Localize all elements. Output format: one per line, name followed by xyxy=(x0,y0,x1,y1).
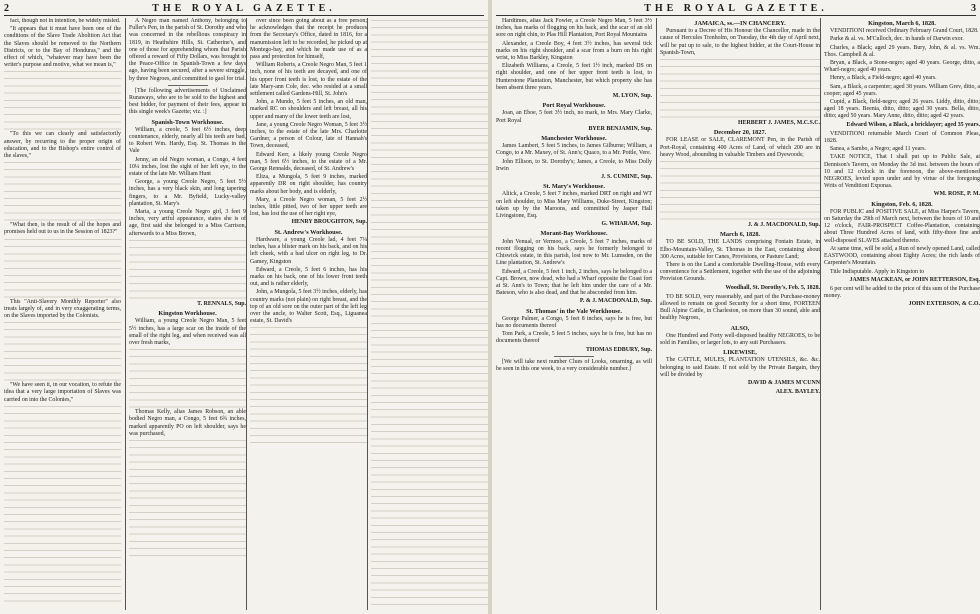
advertiser-signature: JAMES MACKEAN, or JOHN RETTERSON, Esq. xyxy=(849,276,980,283)
article-text-block xyxy=(129,349,246,409)
advertisement-text: There is on the Land a comfortable Dwelling-House, with every convenience for a Settlement, together with the use of the adjoining Provision Grounds. xyxy=(660,262,820,283)
right-column-1 xyxy=(496,18,652,610)
left-column-2 xyxy=(125,18,246,610)
superintendent-signature: THOMAS EDBURY, Sup. xyxy=(585,346,652,353)
runaway-entry: John Venual, or Vermoo, a Creole, 5 feet 7 inches, marks of recent flogging on his back, says he formerly belonged to Chiswick estate, in this parish, lost now to Mr. Lumsden, on the Line plantation, St. Andrew's xyxy=(496,238,652,267)
right-column-3 xyxy=(820,18,980,610)
article-text-block xyxy=(4,162,121,222)
runaway-entry: Mary, a Creole Negro woman, 5 feet 2½ inches, little pitted, two of her upper teeth are lost, has lost the use of her right eye, xyxy=(250,196,367,218)
article-text-block xyxy=(129,440,246,560)
advertisement-text-block xyxy=(660,59,820,119)
advertisement-text: FOR LEASE or SALE, CLAREMONT Pen, in the Parish of Port-Royal, containing 400 Acres of Land, of which 200 are in heavy Wood, abounding in valuable Timbers and Dyewoods; xyxy=(660,137,820,158)
right-page-number: 3 xyxy=(971,3,976,14)
legal-notice: Sanea, a Sambo, a Negro; aged 11 years. xyxy=(830,146,926,153)
workhouse-heading: St. Thomas' in the Vale Workhouse. xyxy=(526,307,622,315)
article-text-block xyxy=(129,240,246,300)
advertisement-text-block xyxy=(660,161,820,221)
right-columns xyxy=(496,18,980,610)
advertisement-text: 6 per cent will be added to the price of this sum of the Purchase money. xyxy=(824,285,980,300)
dateline: Kingston, Feb. 6, 1828. xyxy=(871,200,933,208)
article-text-block xyxy=(4,71,121,131)
advertisement-text: Pursuant to a Decree of His Honour the Chancellor, made in the cause of Hercules Trenholm, on Tuesday, the 4th day of April next, will be put up to sale, to the highest bidder, at the Court-House in Spanish-Town, xyxy=(660,28,820,56)
legal-notice: VENDITIONI received Ordinary February Grand Court, 1828. xyxy=(830,28,979,35)
list-item: Sam, a Black, a carpenter; aged 38 years. William Grev, ditto, a cooper; aged 45 years. xyxy=(824,83,980,97)
workhouse-heading: Kingston Workhouse. xyxy=(158,310,217,318)
legal-notice: VENDITIONI returnable March Court of Common Pleas, 1828. xyxy=(824,130,980,145)
right-running-title: THE ROYAL GAZETTE. xyxy=(644,3,828,14)
runaway-entry: James Lambert, 5 feet 5 inches, to James Gilburne; William, a Congo, to a Mr. Maxey, of St. Ann's; Quaco, to a Mr. Pottle, Vere. xyxy=(496,143,652,157)
article-text-block xyxy=(250,327,367,447)
runaway-entry: Eliza, a Mungola, 5 feet 9 inches, marked apparently DR on right shoulder, has country marks about her body, and is elderly, xyxy=(250,174,367,195)
notice-heading: [The following advertisements of Unclaimed Runaways, who are to be sold to the highest and best bidder, for payment of their fees, appear in this single week's Gazette; viz. :] xyxy=(129,87,246,116)
article-text: "To this we can clearly and satisfactorily answer, by recurring to the proper origin of education, and to the Bishop's entire control of the slaves," xyxy=(4,131,121,160)
dateline: March 6, 1828. xyxy=(719,231,761,239)
dateline: Kingston, March 6, 1828. xyxy=(868,20,936,27)
advertiser-signature: J. & J. MACDONALD, Sup. xyxy=(747,222,820,229)
article-text-block xyxy=(371,20,488,220)
left-running-title: THE ROYAL GAZETTE. xyxy=(152,3,336,14)
right-column-2 xyxy=(656,18,820,610)
advertisement-text: The CATTLE, MULES, PLANTATION UTENSILS, &c. &c. belonging to said Estate. If not sold by the Private Bargain, they will be divided by xyxy=(660,357,820,378)
runaway-entry: Maria, a young Creole Negro girl, 3 feet 9 inches, very artful appearance, states she is of age, first said she belonged to a Miss Carrison, afterwards to a Miss Brown, xyxy=(129,209,246,237)
divider xyxy=(168,85,208,86)
runaway-entry: William Roberts, a Creole Negro Man, 5 feet 1 inch, none of his teeth are decayed, and one of his upper front teeth is lost, to the estate of the late Mary-ann Cole, dec. who resided at a small settlement called Gardens-Hill, St. John's xyxy=(250,62,367,98)
runaway-entry: George Palmer, a Congo, 5 feet 8 inches, says he is free, but has no documents thereof xyxy=(496,315,652,329)
right-page-header xyxy=(496,3,976,16)
runaway-entry: Joan, an Eboe, 5 feet 3½ inch, no mark, to Mrs. Mary Clarke, Port Royal xyxy=(496,110,652,124)
workhouse-heading: St. Andrew's Workhouse. xyxy=(274,228,343,236)
advertisement-text: TO BE SOLD, THE LANDS comprising Fontain Estate, in Elbo-Mountain-Valley, St. Thomas in the East, containing about 300 Acres, suitable for Canes, Provisions, or Pasture Land; xyxy=(660,239,820,260)
legal-notice: TAKE NOTICE, That I shall put up to Public Sale, at Dennison's Tavern, on Monday the 3d inst. between the hours of 10 and 12 o'clock in the forenoon, the above-mentioned NEGROES, levied upon under and by virtue of the foregoing Writs of Venditioni Exponas. xyxy=(824,154,980,190)
runaway-entry: Elizabeth Williams, a Creole, 5 feet 1½ inch, marked DS on right shoulder, and one of her upper front teeth is lost, to Hunterstone Plantation, Manchester, but which property she has been absent three years. xyxy=(496,63,652,91)
left-page-header xyxy=(4,3,484,16)
advertiser-signature: ALEX. BAYLEY. xyxy=(775,389,820,396)
article-text-block xyxy=(371,424,488,610)
runaway-entry: John, a Mungola, 5 feet 3½ inches, elderly, has country marks (not plain) on right breast, and the top of an old sore on the outer part of the left leg over the ancle, to Walter Scott, Esq., Liguanea estate, St. David's xyxy=(250,289,367,325)
runaway-entry: Hardware, a young Creole lad, 4 feet 7¼ inches, has a blister mark on his back, and on his left cheek, with a bad ulcer on right leg, to Dr. Gamey, Kingston xyxy=(250,236,367,265)
runaway-entry: Jenny, an old Negro woman, a Congo, 4 feet 10¼ inches, lost the sight of her left eye, to the estate of the late Mr. William Hunt xyxy=(129,156,246,178)
article-text-block xyxy=(4,239,121,299)
list-item: Henry, a Black, a Field-negro; aged 40 years. xyxy=(830,75,937,82)
article-text: fact, though not in intention, be widely misled. xyxy=(10,18,121,24)
runaway-entry: Alexander, a Creole Boy, 4 feet 3½ inches, has several tick marks on his right shoulder, and a scar from a burn on his right wrist, to Miss Barkley, Kingston xyxy=(496,40,652,62)
advertiser-signature: Edward Wilson, a Black, a bricklayer; aged 35 years. xyxy=(846,121,980,128)
legal-notice: Parke & al. vs. M'Culloch, dec. in hands of Darwin exor. xyxy=(830,36,964,43)
workhouse-heading: Morant-Bay Workhouse. xyxy=(540,230,608,238)
article-text: A Negro man named Anthony, belonging to Fuller's Pen, in the parish of St. Dorothy and who was concerned in the rebellious conspiracy in 1819, in Heathshire Hills, St. Catherine's, and one of those for apprehending whom that Parish offered a reward of Fifty Dollars, was brought to the Peace-Office in Spanish-Town a few days ago, having been secured, after a severe struggle, by three Negroes, and committed to gaol for trial. xyxy=(129,18,246,82)
workhouse-heading: St. Mary's Workhouse. xyxy=(543,183,605,191)
superintendent-signature: P. & J. MACDONALD, Sup. xyxy=(579,298,652,305)
article-text: "We have seen it, in our vocation, to refute the idea that a very large importation of Slaves was carried on into the Colonies," xyxy=(4,382,121,403)
advertiser-signature: Woodhall, St. Dorothy's, Feb. 5, 1828. xyxy=(725,284,820,291)
superintendent-signature: J. S. CUMINE, Sup. xyxy=(601,174,652,181)
superintendent-signature: M. LYON, Sup. xyxy=(612,93,652,100)
divider xyxy=(554,356,594,357)
article-text-block xyxy=(4,406,121,606)
article-text-block xyxy=(371,222,488,422)
advertiser-signature: JOHN EXTERSON, & C.O. xyxy=(908,301,980,308)
list-item: Charles, a Black; aged 29 years. Bury, John, & al. vs. Wm. Thos. Campbell & al. xyxy=(824,44,980,58)
list-item: Bryan, a Black, a Stone-negro; aged 40 years. George, ditto, a Wharf-negro; aged 40 years. xyxy=(824,60,980,74)
runaway-entry: John, a Mundo, 5 feet 5 inches, an old man, marked RC on shoulders and left breast, all his upper and many of the lower teeth are lost, xyxy=(250,99,367,120)
advertiser-signature: DAVID & JAMES M'CUNN xyxy=(747,380,820,387)
advertiser-signature: HERBERT J. JAMES, M.C.S.C. xyxy=(738,120,820,127)
advertisement-text: TO BE SOLD, very reasonably, and part of the Purchase-money allowed to remain on good Security for a short time, FORTEEN Bull Alpine Cattle, in Charleston, on more than 30 sound, able and healthy Negroes, xyxy=(660,293,820,322)
workhouse-heading: Port Royal Workhouse. xyxy=(542,102,606,110)
dateline: December 20, 1827. xyxy=(713,129,767,137)
workhouse-heading: Manchester Workhouse. xyxy=(541,135,607,143)
runaway-entry: Jane, a young Creole Negro Woman, 5 feet 3½ inches, to the estate of the late Mrs. Charlotte Gardner, a person of Colour, late of Hannah's Town, deceased, xyxy=(250,121,367,150)
article-text: This "Anti-Slavery Monthly Reporter" also treats largely of, and in very exaggerating terms, on the Slaves imported by the Colonists. xyxy=(4,298,121,320)
advertisement-text: One Hundred and Forty well-disposed healthy NEGROES, to be sold in Families, or larger lots, to any suit Purchasers. xyxy=(660,332,820,347)
article-text: over since been going about as a free person; he acknowledges that the receipt he produces from the Secretary's Office, dated in 1816, for a manumission left to be recorded, he picked up at Montego-bay, and which he made use of as a pass and protection for himself, xyxy=(250,18,367,61)
advertisement-text: Title Indisputable. Apply in Kingston to xyxy=(830,268,925,275)
left-column-1 xyxy=(4,18,121,610)
runaway-entry: Thomas Kelly, alias James Robson, an able bodied Negro man, a Congo, 5 feet 6¾ inches, marked apparently PO on left shoulder, says he was purchased, xyxy=(129,409,246,437)
runaway-entry: John Ellison, to St. Dorothy's; James, a Creole, to Miss Dolly Irwin xyxy=(496,158,652,172)
article-text-block xyxy=(4,322,121,382)
editor-note: [We will take next number Clues of Looks, omarning, as will be seen in this one week, to a very considerable number.] xyxy=(496,358,652,372)
section-heading: JAMAICA, ss.—IN CHANCERY. xyxy=(694,20,786,27)
list-item: Cupid, a Black, field-negro; aged 26 years. Liddy, ditto, ditto; aged 18 years. Beenia, ditto, ditto; aged 30 years. Bella, ditto, ditto; aged 50 years. Mary Anne, ditto, ditto; aged 42 years. xyxy=(824,99,980,120)
runaway-entry: Aliick, a Creole, 5 feet 7 inches, marked DRT on right and WT on left shoulder, to Miss Mary Williams, Duke-Street, Kingston; taken up by the Maroons, and committed by Jasper Hall Livingstone, Esq. xyxy=(496,191,652,220)
left-page xyxy=(0,0,488,614)
article-text: "What then, is the result of all the hopes and promises held out to us in the Session of 1823?" xyxy=(4,222,121,236)
likewise-heading: LIKEWISE, xyxy=(723,349,757,357)
advertisement-text: At same time, will be sold, a Run of newly opened Land, called EASTWOOD, containing about Eighty Acres; the rich lands of Carpenter's Mountain. xyxy=(824,245,980,267)
workhouse-heading: Spanish-Town Workhouse. xyxy=(151,118,224,126)
article-text: "It appears that it must have been one of the conditions of the Slave Trade Abolition Act that the Slaves should be removed to the Northern Districts, or to the Bay of Honduras," and the effect of which, "whatever may have been the writer's purpose and motive, what we mean is," xyxy=(4,26,121,69)
also-heading: ALSO, xyxy=(730,324,750,332)
runaway-entry: Tom Park, a Creole, 5 feet 5 inches, says he is free, but has no documents thereof xyxy=(496,331,652,345)
superintendent-signature: G. WHARAM, Sup. xyxy=(601,221,652,228)
left-column-4 xyxy=(367,18,488,610)
superintendent-signature: BYER BENJAMIN, Sup. xyxy=(588,125,652,132)
advertiser-signature: WM. ROSE, P. M. xyxy=(933,191,980,198)
runaway-entry: William, a young Creole Negro Man, 5 feet 5½ inches, has a large scar on the inside of the small of the right leg, and when received was all over fresh marks, xyxy=(129,318,246,346)
runaway-entry: Edward, a Creole, 5 feet 1 inch, 2 inches, says he belonged to a Capt. Brown, now dead, who had a Wharf opposite the Coast fort at St. Ann's to Town; that he left him under the care of a Mr. Bateson, who is also dead, and that he absconded from him. xyxy=(496,268,652,297)
left-columns xyxy=(4,18,484,610)
superintendent-signature: HENRY BROUGHTON, Sup. xyxy=(291,219,367,226)
runaway-entry: Edward, a Creole, 5 feet 6 inches, has his marks on his back, one of his lower front teeth out, and is rather elderly, xyxy=(250,266,367,288)
left-column-3 xyxy=(246,18,367,610)
runaway-entry: William, a creole, 5 feet 6½ inches, deep countenance, elderly, nearly all his teeth are bad, to Robert Wm. Hardy, Esq. St. Thomas in the Vale xyxy=(129,126,246,155)
superintendent-signature: T. RENNALS, Sup. xyxy=(197,300,246,307)
runaway-entry: Edward Kerr, a likely young Creole Negro man, 5 feet 6½ inches, to the estate of a Mr. George Rennalds, deceased, of St. Andrew's xyxy=(250,151,367,173)
left-page-number: 2 xyxy=(4,3,9,14)
runaway-entry: Hardtimes, alias Jack Fowler, a Creole Negro Man, 5 feet 3½ inches, has marks of flogging on his back, and the scar of an old sore on right chin, to Plas Hill Plantation, Port Royal Mountains xyxy=(496,18,652,39)
runaway-entry: George, a young Creole Negro, 5 feet 5½ inches, has a very black skin, and long tapering fingers, to a Mr. Byfield, Lucky-valley plantation, St. Mary's xyxy=(129,179,246,207)
right-page xyxy=(492,0,980,614)
advertisement-text: FOR PUBLIC and POSITIVE SALE, at Miss Harper's Tavern, on Saturday the 29th of March next, between the hours of 10 and 12 o'clock, FAIR-PROSPECT Coffee-Plantation, containing about Three Hundred Acres of land, with fifty-three fine and well-disposed SLAVES attached thereto. xyxy=(824,208,980,244)
